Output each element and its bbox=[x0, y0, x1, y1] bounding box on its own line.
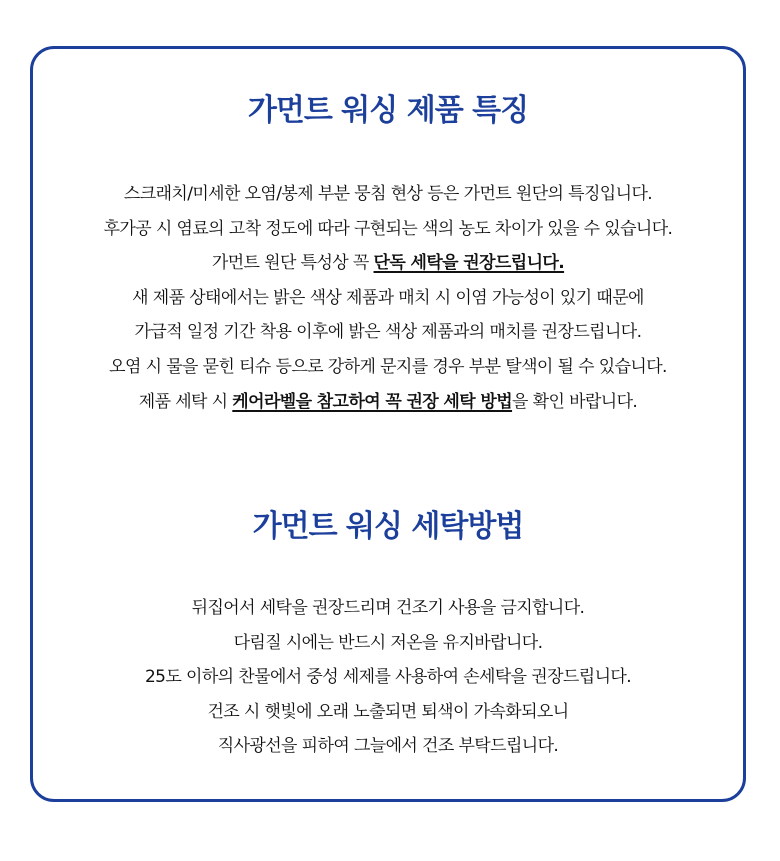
features-line-7-tail: 을 확인 바랍니다. bbox=[512, 391, 638, 412]
washing-title: 가먼트 워싱 세탁방법 bbox=[252, 509, 524, 544]
features-text bbox=[33, 177, 743, 419]
features-line-5: 가급적 일정 기간 착용 이후에 밝은 색상 제품과의 매치를 권장드립니다. bbox=[134, 322, 642, 343]
features-line-3 bbox=[33, 246, 743, 281]
washing-line-5: 직사광선을 피하여 그늘에서 건조 부탁드립니다. bbox=[217, 736, 559, 757]
washing-line-2: 다림질 시에는 반드시 저온을 유지바랍니다. bbox=[233, 632, 543, 653]
single-wash-emphasis: 단독 세탁을 권장드립니다. bbox=[373, 253, 565, 274]
features-line-4: 새 제품 상태에서는 밝은 색상 제품과 매치 시 이염 가능성이 있기 때문에 bbox=[132, 287, 644, 308]
features-line-2: 후가공 시 염료의 고착 정도에 따라 구현되는 색의 농도 차이가 있을 수 있습니다. bbox=[103, 218, 673, 239]
features-line-7-text: 제품 세탁 시 bbox=[138, 391, 233, 412]
washing-line-3: 25도 이하의 찬물에서 중성 세제를 사용하여 손세탁을 권장드립니다. bbox=[144, 667, 632, 688]
features-title: 가먼트 워싱 제품 특징 bbox=[247, 93, 529, 128]
features-line-7 bbox=[33, 385, 743, 420]
washing-text bbox=[33, 591, 743, 764]
features-line-1: 스크래치/미세한 오염/봉제 부분 뭉침 현상 등은 가먼트 원단의 특징입니다. bbox=[123, 184, 653, 204]
care-info-card bbox=[30, 46, 746, 802]
washing-line-1: 뒤집어서 세탁을 권장드리며 건조기 사용을 금지합니다. bbox=[191, 598, 585, 618]
features-line-3-text: 가먼트 원단 특성상 꼭 bbox=[211, 253, 374, 274]
care-label-emphasis: 케어라벨을 참고하여 꼭 권장 세탁 방법 bbox=[232, 391, 513, 412]
features-line-6: 오염 시 물을 묻힌 티슈 등으로 강하게 문지를 경우 부분 탈색이 될 수 있습니다. bbox=[109, 356, 667, 377]
washing-line-4: 건조 시 햇빛에 오래 노출되면 퇴색이 가속화되오니 bbox=[207, 701, 569, 722]
